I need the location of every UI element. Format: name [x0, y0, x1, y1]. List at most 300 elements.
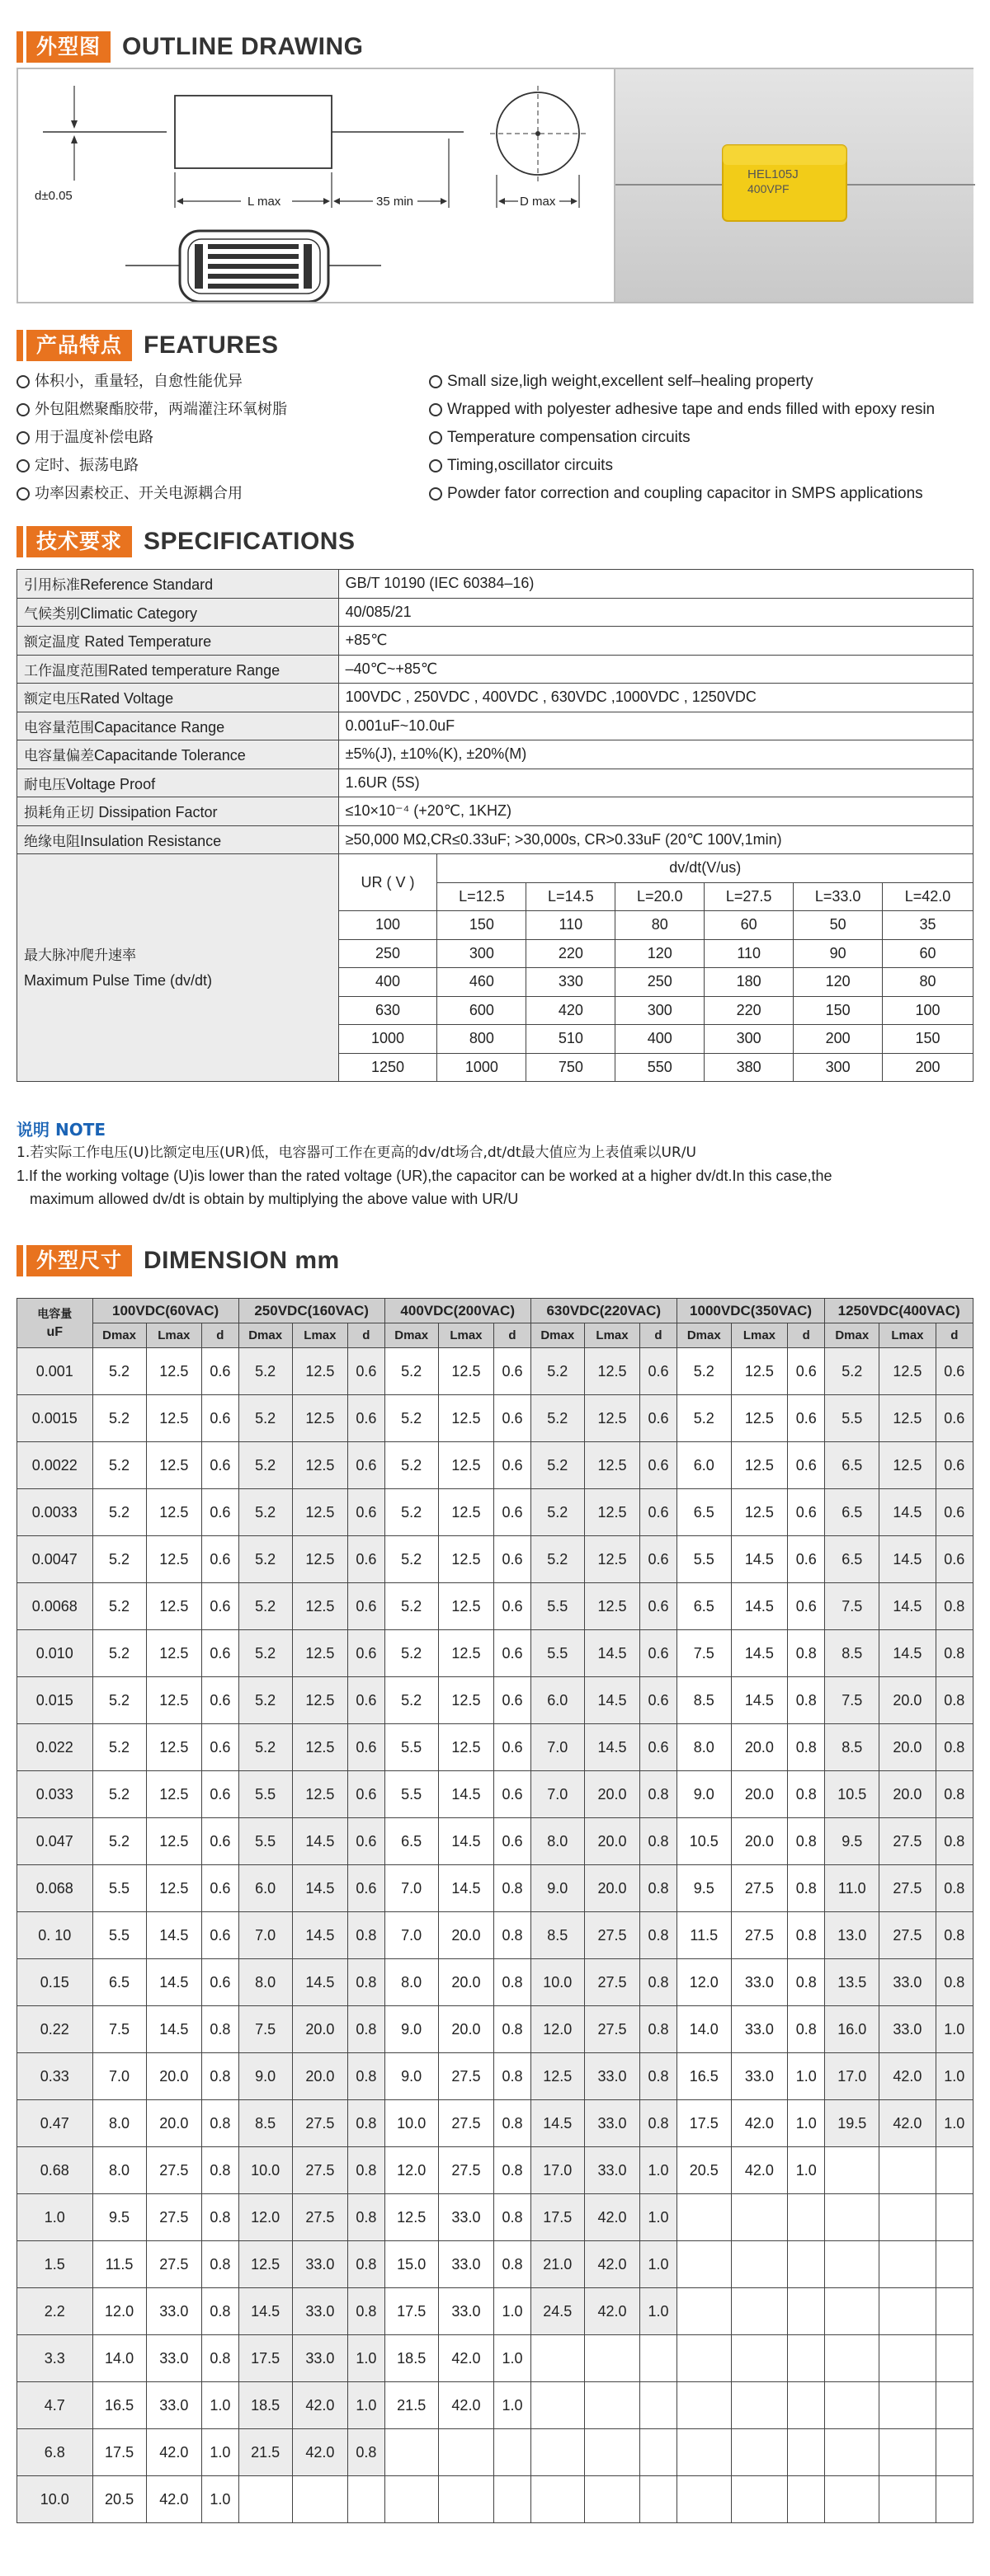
dim-value-cell: 0.8: [788, 1818, 825, 1865]
features-section-header: [16, 328, 278, 363]
pulse-value-cell: 120: [615, 939, 705, 968]
dim-value-cell: 0.8: [936, 1959, 973, 2006]
dim-value-cell: 9.0: [384, 2006, 438, 2053]
dim-value-cell: 42.0: [731, 2100, 787, 2147]
dim-value-cell: 12.5: [438, 1348, 493, 1395]
dim-value-cell: 8.0: [676, 1724, 731, 1771]
dim-value-cell: 12.5: [879, 1395, 936, 1442]
spec-label-en: Capacitance Range: [94, 718, 225, 736]
dim-value-cell: 27.5: [292, 2100, 347, 2147]
dim-value-cell: 12.0: [676, 1959, 731, 2006]
dim-value-cell: 0.6: [348, 1442, 385, 1489]
dim-value-cell: 7.5: [238, 2006, 292, 2053]
dim-value-cell: 42.0: [731, 2147, 787, 2194]
bullet-circle-icon: [429, 487, 442, 501]
dim-value-cell: 8.0: [92, 2100, 146, 2147]
dim-value-cell: 0.6: [640, 1583, 677, 1630]
dim-value-cell: 12.5: [438, 1630, 493, 1677]
spec-value: +85℃: [338, 627, 973, 656]
dim-value-cell: 5.2: [825, 1348, 879, 1395]
dim-value-cell: 20.0: [584, 1818, 639, 1865]
pulse-voltage-cell: 250: [338, 939, 437, 968]
dim-value-cell: 5.5: [384, 1771, 438, 1818]
dim-value-cell: 5.2: [384, 1583, 438, 1630]
feature-text: Wrapped with polyester adhesive tape and ends filled with epoxy resin: [447, 401, 936, 418]
dim-value-cell: [936, 2241, 973, 2288]
dim-sub-header: Lmax: [879, 1323, 936, 1348]
dim-value-cell: 0.8: [202, 2006, 239, 2053]
dim-value-cell: [640, 2429, 677, 2476]
dim-value-cell: 12.5: [438, 1442, 493, 1489]
spec-label-cn: 额定温度: [24, 634, 85, 651]
dim-value-cell: [584, 2335, 639, 2382]
dim-value-cell: 0.6: [640, 1677, 677, 1724]
feature-item-en: [429, 452, 982, 480]
dim-value-cell: [825, 2241, 879, 2288]
dim-value-cell: 0.8: [494, 2241, 531, 2288]
dim-value-cell: 1.0: [494, 2288, 531, 2335]
spec-row: [17, 684, 974, 712]
dim-value-cell: 0.8: [640, 1912, 677, 1959]
dim-value-cell: 27.5: [584, 1959, 639, 2006]
dim-value-cell: 5.5: [384, 1724, 438, 1771]
pulse-value-cell: 80: [615, 911, 705, 940]
dim-value-cell: 0.6: [202, 1395, 239, 1442]
dim-value-cell: 27.5: [879, 1865, 936, 1912]
outline-title-en: OUTLINE DRAWING: [122, 33, 364, 60]
feature-item-cn: [16, 368, 429, 396]
dim-value-cell: 10.5: [825, 1771, 879, 1818]
dim-value-cell: [584, 2476, 639, 2523]
capacitance-cell: 3.3: [17, 2335, 93, 2382]
dim-value-cell: 5.2: [530, 1395, 584, 1442]
dim-value-cell: 14.5: [584, 1630, 639, 1677]
capacitance-cell: 0.015: [17, 1677, 93, 1724]
dim-data-row: [17, 2335, 974, 2382]
capacitance-cell: 0.0022: [17, 1442, 93, 1489]
dim-value-cell: [438, 2476, 493, 2523]
dim-data-row: [17, 1630, 974, 1677]
dim-value-cell: 12.5: [146, 1677, 201, 1724]
dim-value-cell: 10.0: [238, 2147, 292, 2194]
dim-value-cell: [731, 2288, 787, 2335]
dim-value-cell: [494, 2429, 531, 2476]
dim-value-cell: [676, 2382, 731, 2429]
note-block: [16, 1118, 982, 1210]
dim-value-cell: 33.0: [438, 2241, 493, 2288]
spec-row: [17, 740, 974, 769]
spec-label: [17, 740, 339, 769]
spec-label-en: Capacitande Tolerance: [94, 747, 246, 764]
dim-value-cell: 5.2: [676, 1395, 731, 1442]
spec-label-cn: 耐电压: [24, 776, 66, 793]
dim-value-cell: [936, 2382, 973, 2429]
dim-value-cell: 9.0: [530, 1865, 584, 1912]
spec-label: [17, 598, 339, 627]
dim-value-cell: 0.8: [494, 2194, 531, 2241]
capacitance-cell: 10.0: [17, 2476, 93, 2523]
dim-value-cell: 14.5: [879, 1630, 936, 1677]
dim-value-cell: [936, 2147, 973, 2194]
dim-value-cell: 12.5: [146, 1771, 201, 1818]
dim-value-cell: 5.2: [92, 1583, 146, 1630]
ur-header: UR ( V ): [338, 854, 437, 911]
dim-value-cell: 20.0: [146, 2053, 201, 2100]
pulse-value-cell: 460: [437, 968, 526, 997]
dim-sub-header: d: [640, 1323, 677, 1348]
spec-label-cn: 气候类别: [24, 605, 80, 623]
capacitor-photo-svg: [615, 69, 975, 302]
dim-sub-header: Lmax: [438, 1323, 493, 1348]
dim-value-cell: 0.6: [494, 1489, 531, 1536]
dim-value-cell: 33.0: [146, 2382, 201, 2429]
dim-value-cell: 5.2: [676, 1348, 731, 1395]
dim-value-cell: 8.0: [92, 2147, 146, 2194]
spec-label-cn: 绝缘电阻: [24, 833, 80, 850]
dim-value-cell: 1.0: [936, 2053, 973, 2100]
dim-value-cell: 27.5: [731, 1912, 787, 1959]
dim-value-cell: [676, 2429, 731, 2476]
dim-value-cell: 12.5: [146, 1583, 201, 1630]
bullet-circle-icon: [16, 403, 30, 416]
dim-value-cell: 0.8: [640, 1818, 677, 1865]
features-list-en: [429, 368, 982, 508]
dim-value-cell: 12.5: [731, 1442, 787, 1489]
dim-value-cell: 0.6: [788, 1583, 825, 1630]
dim-value-cell: 0.8: [494, 1865, 531, 1912]
pulse-value-cell: 200: [794, 1025, 883, 1054]
dim-value-cell: [788, 2429, 825, 2476]
voltage-group-header: 1250VDC(400VAC): [825, 1299, 974, 1323]
dim-value-cell: 12.5: [238, 2241, 292, 2288]
capacitance-cell: 0.0047: [17, 1536, 93, 1583]
dim-value-cell: 12.0: [384, 2147, 438, 2194]
dim-value-cell: 5.2: [238, 1677, 292, 1724]
pulse-label-en: Maximum Pulse Time (dv/dt): [24, 971, 213, 989]
pulse-value-cell: 300: [615, 996, 705, 1025]
dim-value-cell: 14.5: [584, 1724, 639, 1771]
pulse-value-cell: 550: [615, 1053, 705, 1082]
dim-value-cell: [879, 2288, 936, 2335]
dim-value-cell: 0.8: [202, 2288, 239, 2335]
dim-value-cell: 27.5: [879, 1912, 936, 1959]
capacitance-cell: 0.0015: [17, 1395, 93, 1442]
dim-value-cell: 0.6: [788, 1442, 825, 1489]
dim-value-cell: 5.2: [384, 1489, 438, 1536]
pulse-length-header: L=20.0: [615, 882, 705, 911]
dim-value-cell: 7.5: [825, 1583, 879, 1630]
dim-value-cell: 5.2: [92, 1630, 146, 1677]
dim-value-cell: 20.0: [879, 1724, 936, 1771]
dim-value-cell: [936, 2476, 973, 2523]
pulse-length-header: L=14.5: [526, 882, 615, 911]
dim-value-cell: 0.6: [348, 1395, 385, 1442]
dim-value-cell: 8.5: [825, 1724, 879, 1771]
pulse-label-cn: 最大脉冲爬升速率: [24, 947, 136, 964]
dim-value-cell: 16.5: [92, 2382, 146, 2429]
dim-value-cell: 12.5: [879, 1348, 936, 1395]
dim-value-cell: 0.6: [348, 1771, 385, 1818]
dim-value-cell: 0.6: [348, 1818, 385, 1865]
dim-value-cell: [238, 2476, 292, 2523]
dim-value-cell: 7.0: [384, 1912, 438, 1959]
dim-value-cell: 20.0: [438, 1959, 493, 2006]
dim-value-cell: 6.5: [676, 1489, 731, 1536]
dim-value-cell: 17.5: [238, 2335, 292, 2382]
pulse-value-cell: 510: [526, 1025, 615, 1054]
spec-value: GB/T 10190 (IEC 60384–16): [338, 570, 973, 599]
dvdt-header: dv/dt(V/us): [437, 854, 974, 883]
dim-value-cell: 0.8: [494, 2147, 531, 2194]
dim-value-cell: [825, 2382, 879, 2429]
dim-value-cell: 7.0: [530, 1724, 584, 1771]
dim-value-cell: 20.5: [92, 2476, 146, 2523]
spec-row: [17, 825, 974, 854]
dim-value-cell: 20.0: [438, 2006, 493, 2053]
dim-value-cell: 0.6: [494, 1583, 531, 1630]
feature-text: Temperature compensation circuits: [447, 429, 691, 446]
dim-value-cell: 0.6: [348, 1348, 385, 1395]
spec-label-en: Rated Temperature: [84, 633, 212, 651]
dim-value-cell: 33.0: [584, 2147, 639, 2194]
dim-value-cell: 12.5: [292, 1630, 347, 1677]
dim-value-cell: 5.2: [92, 1536, 146, 1583]
pulse-value-cell: 100: [883, 996, 974, 1025]
dim-value-cell: 9.0: [238, 2053, 292, 2100]
spec-label-en: Insulation Resistance: [80, 832, 222, 849]
dim-value-cell: 0.6: [640, 1442, 677, 1489]
dim-value-cell: 12.5: [584, 1489, 639, 1536]
dim-value-cell: 5.2: [92, 1677, 146, 1724]
capacitance-header: [17, 1299, 93, 1348]
feature-text: 外包阻燃聚酯胶带，两端灌注环氧树脂: [35, 401, 287, 418]
dim-value-cell: 33.0: [438, 2194, 493, 2241]
dim-value-cell: 1.0: [202, 2476, 239, 2523]
dim-sub-header: d: [348, 1323, 385, 1348]
dim-value-cell: [640, 2382, 677, 2429]
dim-value-cell: 42.0: [292, 2429, 347, 2476]
dim-value-cell: 18.5: [238, 2382, 292, 2429]
dim-value-cell: [530, 2429, 584, 2476]
dim-value-cell: 14.5: [292, 1865, 347, 1912]
dim-value-cell: [530, 2335, 584, 2382]
spec-label-cn: 电容量偏差: [24, 748, 94, 765]
dim-value-cell: 0.6: [494, 1395, 531, 1442]
dim-value-cell: 14.5: [238, 2288, 292, 2335]
dim-value-cell: [348, 2476, 385, 2523]
dim-value-cell: [825, 2429, 879, 2476]
dim-value-cell: 0.6: [494, 1771, 531, 1818]
dim-value-cell: 0.8: [494, 1912, 531, 1959]
dim-value-cell: [731, 2335, 787, 2382]
dim-value-cell: 9.5: [825, 1818, 879, 1865]
spec-label: [17, 570, 339, 599]
dim-value-cell: 1.0: [788, 2053, 825, 2100]
dim-value-cell: 0.6: [202, 1959, 239, 2006]
dim-value-cell: 20.0: [731, 1724, 787, 1771]
lead-diameter-label: d±0.05: [35, 189, 73, 203]
dim-value-cell: 0.6: [936, 1536, 973, 1583]
dim-value-cell: 21.5: [238, 2429, 292, 2476]
note-line-cn: 1.若实际工作电压(U)比额定电压(UR)低，电容器可工作在更高的dv/dt场合,dt/dt最大值应为上表值乘以UR/U: [16, 1145, 696, 1161]
dim-value-cell: 15.0: [384, 2241, 438, 2288]
capacitance-cell: 0.001: [17, 1348, 93, 1395]
dimension-table: [16, 1298, 974, 2523]
dim-value-cell: 8.5: [238, 2100, 292, 2147]
spec-label-cn: 额定电压: [24, 691, 80, 708]
dim-value-cell: 17.5: [384, 2288, 438, 2335]
dim-value-cell: 12.5: [879, 1442, 936, 1489]
dim-value-cell: 5.2: [92, 1724, 146, 1771]
dim-value-cell: 42.0: [879, 2053, 936, 2100]
dim-value-cell: 27.5: [438, 2100, 493, 2147]
dim-data-row: [17, 2476, 974, 2523]
dim-value-cell: 1.0: [640, 2241, 677, 2288]
dim-value-cell: [731, 2429, 787, 2476]
dim-value-cell: 14.5: [292, 1912, 347, 1959]
capacitor-drawing-svg: [18, 69, 612, 302]
dim-value-cell: 0.8: [348, 2288, 385, 2335]
header-accent-bar: [16, 526, 23, 557]
dim-value-cell: 10.0: [530, 1959, 584, 2006]
dim-value-cell: [584, 2382, 639, 2429]
dim-value-cell: 12.5: [584, 1583, 639, 1630]
dim-value-cell: 12.5: [530, 2053, 584, 2100]
dim-value-cell: 33.0: [146, 2335, 201, 2382]
spec-value: ≥50,000 MΩ,CR≤0.33uF; >30,000s, CR>0.33uF (20℃ 100V,1min): [338, 825, 973, 854]
dim-value-cell: 0.8: [936, 1912, 973, 1959]
dim-value-cell: 27.5: [584, 1912, 639, 1959]
dim-value-cell: 14.5: [731, 1630, 787, 1677]
dim-value-cell: 0.6: [202, 1489, 239, 1536]
dim-data-row: [17, 2147, 974, 2194]
spec-label: [17, 769, 339, 797]
specs-title-cn: 技术要求: [26, 526, 132, 557]
dim-value-cell: 0.8: [936, 1677, 973, 1724]
dim-value-cell: 0.8: [788, 1677, 825, 1724]
dim-value-cell: 0.8: [348, 1912, 385, 1959]
dim-value-cell: [788, 2288, 825, 2335]
dim-value-cell: 5.2: [530, 1489, 584, 1536]
pulse-value-cell: 110: [705, 939, 794, 968]
dim-value-cell: 12.5: [731, 1489, 787, 1536]
dim-value-cell: 0.6: [936, 1348, 973, 1395]
dim-value-cell: 1.0: [494, 2335, 531, 2382]
pulse-value-cell: 300: [437, 939, 526, 968]
dim-value-cell: 5.2: [530, 1442, 584, 1489]
dim-value-cell: 6.5: [825, 1442, 879, 1489]
dim-value-cell: [676, 2288, 731, 2335]
dim-value-cell: 33.0: [584, 2053, 639, 2100]
dim-data-row: [17, 1677, 974, 1724]
capacitance-cell: 4.7: [17, 2382, 93, 2429]
dim-value-cell: [530, 2382, 584, 2429]
note-line-en-2: maximum allowed dv/dt is obtain by multiplying the above value with UR/U: [30, 1191, 519, 1207]
dim-value-cell: 7.5: [825, 1677, 879, 1724]
dim-value-cell: 0.8: [348, 2241, 385, 2288]
dim-value-cell: 5.2: [384, 1395, 438, 1442]
dim-value-cell: 20.0: [292, 2053, 347, 2100]
dim-value-cell: [788, 2194, 825, 2241]
dim-value-cell: 42.0: [292, 2382, 347, 2429]
dim-value-cell: 6.5: [825, 1536, 879, 1583]
dim-value-cell: 13.5: [825, 1959, 879, 2006]
dim-data-row: [17, 2382, 974, 2429]
dim-value-cell: 14.5: [731, 1583, 787, 1630]
dim-value-cell: 12.5: [146, 1818, 201, 1865]
dim-data-row: [17, 2241, 974, 2288]
feature-text: Small size,ligh weight,excellent self–healing property: [447, 373, 813, 390]
dim-value-cell: 8.5: [825, 1630, 879, 1677]
dim-value-cell: 0.6: [202, 1536, 239, 1583]
pulse-length-header: L=42.0: [883, 882, 974, 911]
dim-value-cell: 21.5: [384, 2382, 438, 2429]
dim-value-cell: 0.8: [788, 1630, 825, 1677]
dim-data-row: [17, 2100, 974, 2147]
dim-value-cell: 7.0: [92, 2053, 146, 2100]
dim-value-cell: 0.8: [494, 1959, 531, 2006]
capacitance-cell: 0.0033: [17, 1489, 93, 1536]
dim-value-cell: 27.5: [292, 2147, 347, 2194]
dim-value-cell: [640, 2335, 677, 2382]
spec-label-cn: 工作温度范围: [24, 662, 108, 679]
body-diameter-label: D max: [520, 195, 556, 209]
bullet-circle-icon: [429, 431, 442, 444]
dim-value-cell: 27.5: [146, 2194, 201, 2241]
header-accent-bar: [16, 330, 23, 361]
dim-value-cell: 5.5: [825, 1395, 879, 1442]
dimension-title-en: DIMENSION mm: [144, 1247, 340, 1274]
dim-value-cell: 1.0: [788, 2100, 825, 2147]
dim-value-cell: 42.0: [146, 2429, 201, 2476]
spec-label-en: Dissipation Factor: [98, 804, 218, 821]
dim-value-cell: 42.0: [438, 2335, 493, 2382]
dim-value-cell: 5.5: [238, 1818, 292, 1865]
spec-value: 1.6UR (5S): [338, 769, 973, 797]
spec-value: ≤10×10⁻⁴ (+20℃, 1KHZ): [338, 797, 973, 826]
dim-value-cell: 6.0: [530, 1677, 584, 1724]
dim-value-cell: 20.0: [438, 1912, 493, 1959]
dim-value-cell: [438, 2429, 493, 2476]
pulse-voltage-cell: 1250: [338, 1053, 437, 1082]
voltage-group-header: 630VDC(220VAC): [530, 1299, 676, 1323]
dim-value-cell: 5.2: [530, 1348, 584, 1395]
dim-value-cell: 42.0: [584, 2194, 639, 2241]
dim-value-cell: 0.8: [936, 1630, 973, 1677]
lead-length-label: 35 min: [376, 195, 414, 209]
dim-value-cell: [676, 2194, 731, 2241]
pulse-value-cell: 35: [883, 911, 974, 940]
dim-value-cell: 0.8: [788, 1771, 825, 1818]
spec-label: [17, 655, 339, 684]
dim-value-cell: 14.5: [146, 1912, 201, 1959]
dim-data-row: [17, 2194, 974, 2241]
pulse-value-cell: 300: [794, 1053, 883, 1082]
dim-value-cell: 6.0: [676, 1442, 731, 1489]
dim-value-cell: 14.5: [438, 1865, 493, 1912]
dim-value-cell: [676, 2335, 731, 2382]
dim-value-cell: 0.8: [202, 2194, 239, 2241]
dim-value-cell: 24.5: [530, 2288, 584, 2335]
dim-data-row: [17, 2006, 974, 2053]
dim-value-cell: 5.2: [384, 1536, 438, 1583]
spec-label: [17, 825, 339, 854]
pulse-value-cell: 60: [883, 939, 974, 968]
bullet-circle-icon: [429, 459, 442, 472]
spec-value: 100VDC , 250VDC , 400VDC , 630VDC ,1000VDC , 1250VDC: [338, 684, 973, 712]
dim-value-cell: [825, 2194, 879, 2241]
spec-row: [17, 655, 974, 684]
